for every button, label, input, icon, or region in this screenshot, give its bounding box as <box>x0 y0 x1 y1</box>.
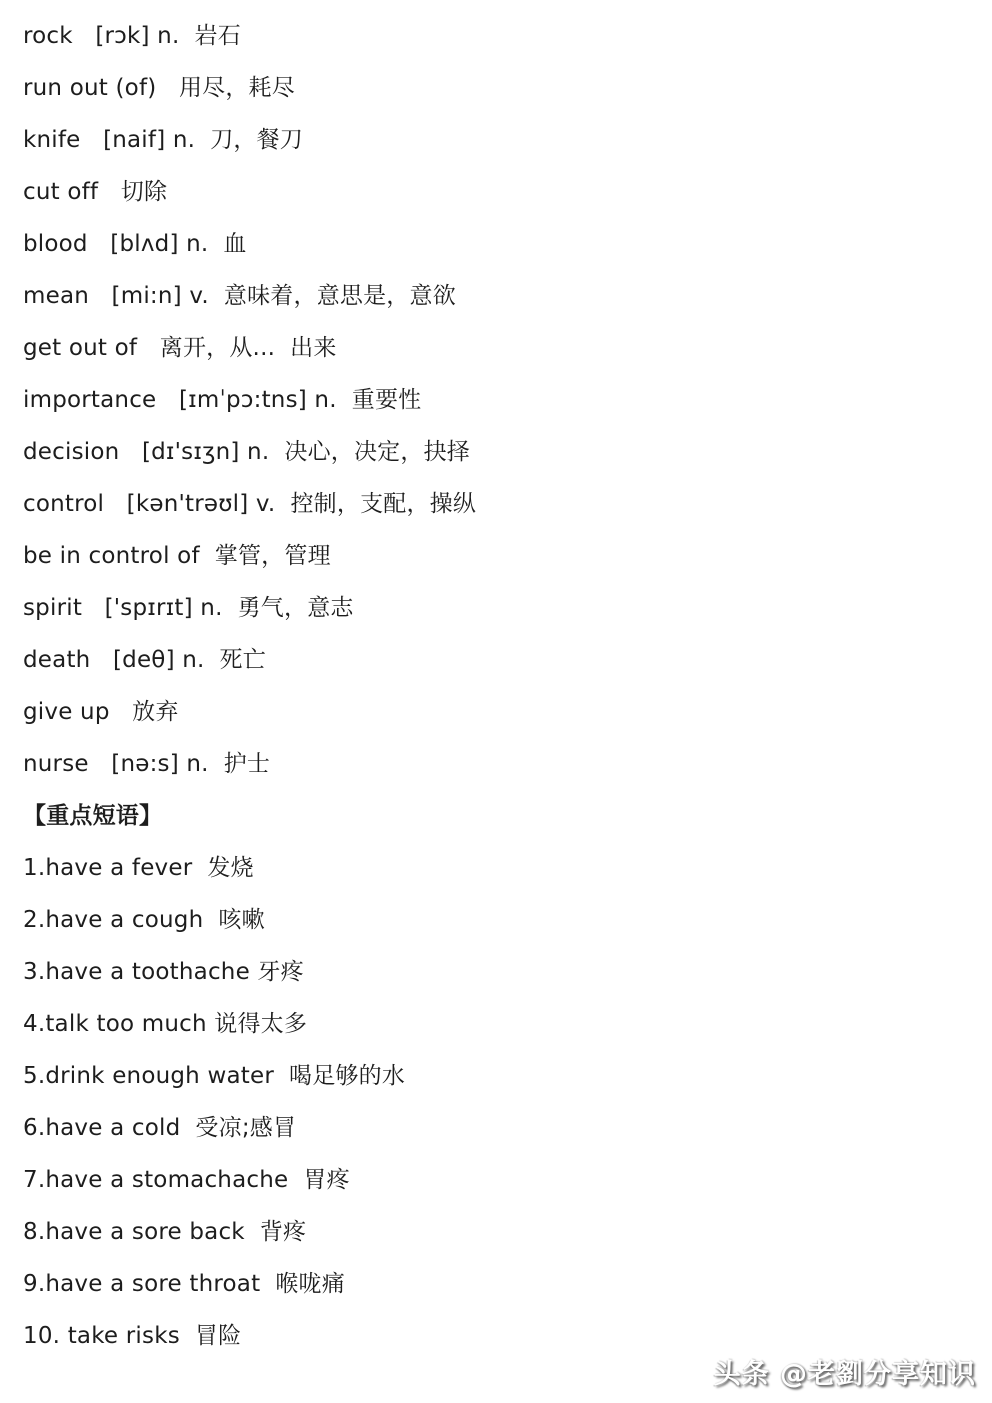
phrase-line-8: 8.have a sore back 背疼 <box>23 1219 307 1245</box>
vocab-line-decision: decision [dɪ'sɪʒn] n. 决心，决定，抉择 <box>23 439 470 465</box>
vocab-line-death: death [deθ] n. 死亡 <box>23 647 266 673</box>
toutiao-watermark: 头条 @老劉分享知识 <box>713 1359 976 1390</box>
phrase-line-10: 10. take risks 冒险 <box>23 1323 242 1349</box>
vocab-line-nurse: nurse [nə:s] n. 护士 <box>23 751 271 777</box>
vocab-line-give-up: give up 放弃 <box>23 699 179 725</box>
phrase-line-1: 1.have a fever 发烧 <box>23 855 254 881</box>
phrase-line-4: 4.talk too much 说得太多 <box>23 1011 308 1037</box>
vocab-line-run-out-of: run out (of) 用尽，耗尽 <box>23 75 295 101</box>
vocab-line-blood: blood [blʌd] n. 血 <box>23 231 247 257</box>
vocab-line-get-out-of: get out of 离开，从... 出来 <box>23 335 337 361</box>
phrase-line-9: 9.have a sore throat 喉咙痛 <box>23 1271 345 1297</box>
vocab-line-mean: mean [mi:n] v. 意味着，意思是，意欲 <box>23 283 456 309</box>
phrase-line-3: 3.have a toothache 牙疼 <box>23 959 304 985</box>
key-phrases-header: 【重点短语】 <box>23 803 163 829</box>
phrase-line-2: 2.have a cough 咳嗽 <box>23 907 265 933</box>
vocab-line-cut-off: cut off 切除 <box>23 179 168 205</box>
vocab-line-spirit: spirit ['spɪrɪt] n. 勇气，意志 <box>23 595 354 621</box>
vocab-line-control: control [kən'trəʊl] v. 控制，支配，操纵 <box>23 491 477 517</box>
vocab-line-knife: knife [naif] n. 刀，餐刀 <box>23 127 303 153</box>
vocab-line-importance: importance [ɪmˈpɔ:tns] n. 重要性 <box>23 387 422 413</box>
phrase-line-6: 6.have a cold 受凉;感冒 <box>23 1115 297 1141</box>
phrase-line-5: 5.drink enough water 喝足够的水 <box>23 1063 406 1089</box>
phrase-line-7: 7.have a stomachache 胃疼 <box>23 1167 350 1193</box>
vocabulary-sheet <box>23 10 982 1362</box>
vocab-line-rock: rock [rɔk] n. 岩石 <box>23 23 241 49</box>
vocab-line-be-in-control-of: be in control of 掌管，管理 <box>23 543 331 569</box>
